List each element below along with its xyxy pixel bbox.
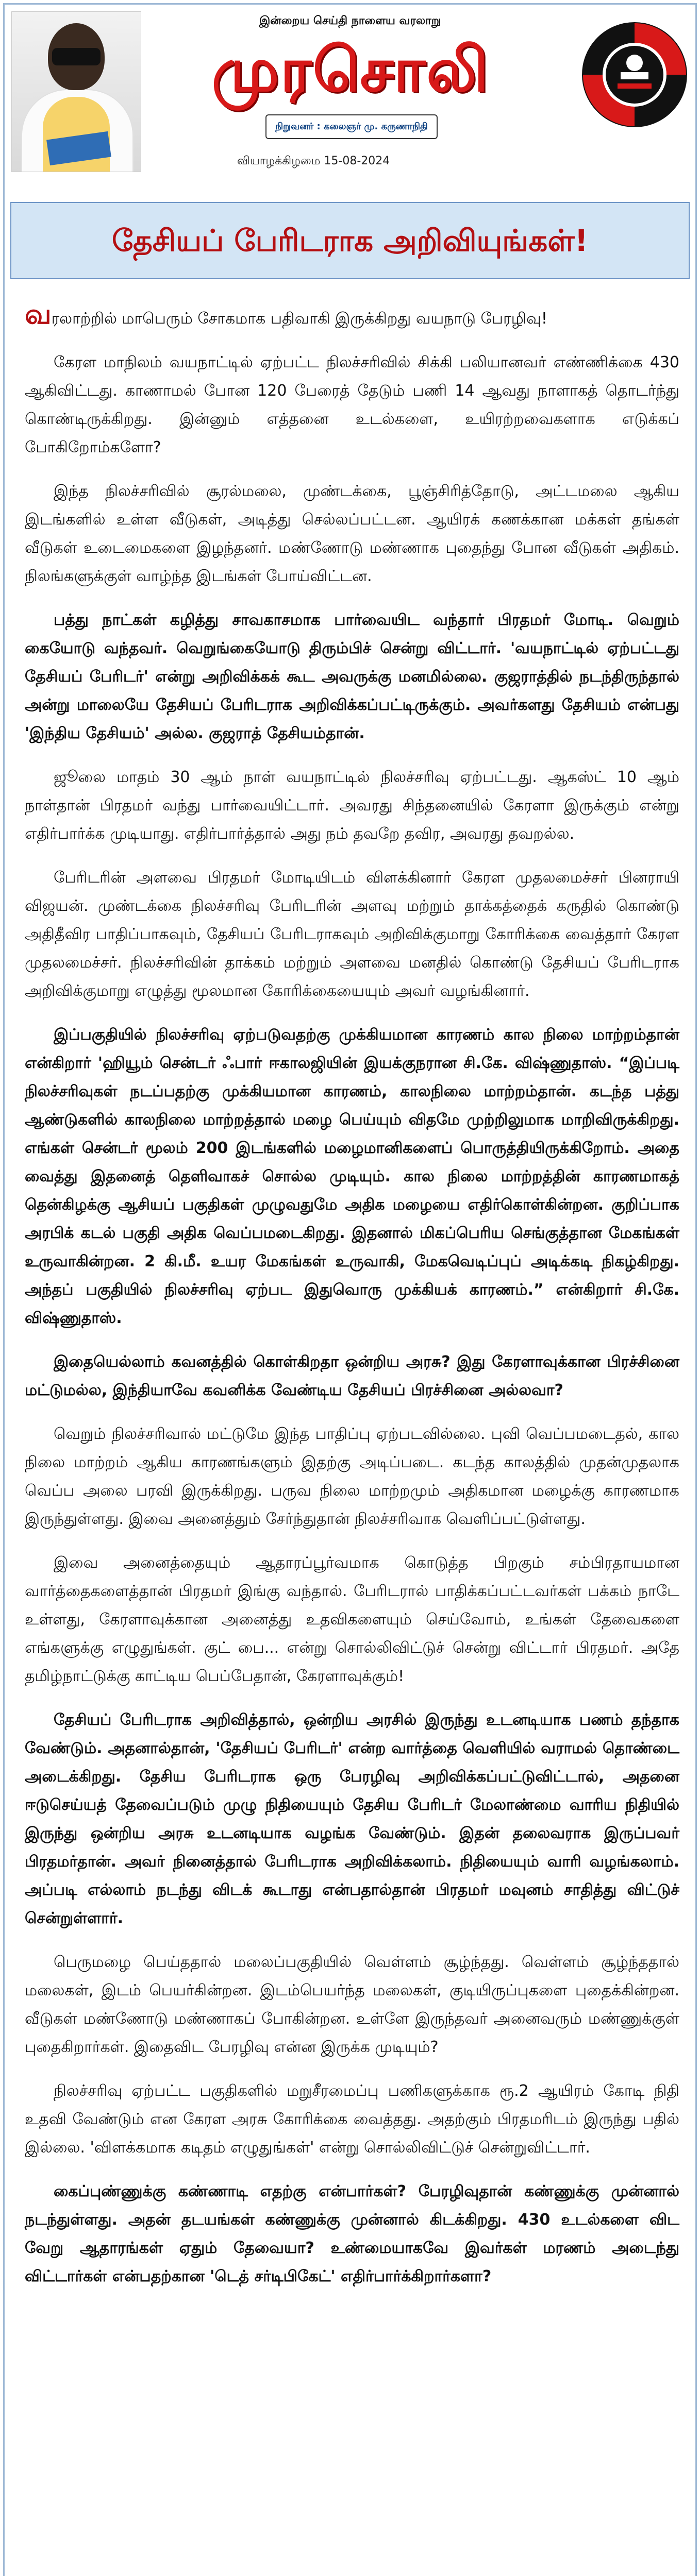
party-emblem-icon xyxy=(580,21,689,129)
paragraph-9: வெறும் நிலச்சரிவால் மட்டுமே இந்த பாதிப்பு ஏற்படவில்லை. புவி வெப்பமடைதல், கால நிலை மாற்றம் ஆகிய காரணங்களும் இதற்கு அடிப்படை. கடந்த காலத்தில் முதன்முதலாக வெப்ப அலை பரவி இருக்கிறது. பருவ நிலை மாற்றமும் அதிகமான மழைக்கு காரணமாக இருந்துள்ளது. இவை அனைத்தும் சேர்ந்துதான் நிலச்சரிவாக வெளிப்பட்டுள்ளது. xyxy=(25,1425,679,1528)
article-body xyxy=(25,298,679,2306)
paragraph-11: தேசியப் பேரிடராக அறிவித்தால், ஒன்றிய அரசில் இருந்து உடனடியாக பணம் தந்தாக வேண்டும். அதனால்தான், 'தேசியப் பேரிடர்' என்ற வார்த்தை வெளியில் வராமல் தொண்டை அடைக்கிறது. தேசிய பேரிடராக ஒரு பேரழிவு அறிவிக்கப்பட்டுவிட்டால், அதனை ஈடுசெய்யத் தேவைப்படும் முழு நிதியையும் தேசிய பேரிடர் மேலாண்மை வாரிய நிதியில் இருந்து ஒன்றிய அரசு உடனடியாக வழங்க வேண்டும். இதன் தலைவராக இருப்பவர் பிரதமர்தான். அவர் நினைத்தால் பேரிடராக அறிவிக்கலாம். நிதியையும் வாரி வழங்கலாம். அப்படி எல்லாம் நடந்து விடக் கூடாது என்பதால்தான் பிரதமர் மவுனம் சாதித்து விட்டுச் சென்றுள்ளார். xyxy=(25,1711,679,1927)
drop-cap: வ xyxy=(25,298,52,330)
founder-label: நிறுவனர் : கலைஞர் மு. கருணாநிதி xyxy=(265,114,438,139)
paragraph-text: ரலாற்றில் மாபெரும் சோகமாக பதிவாகி இருக்கிறது வயநாடு பேரழிவு! xyxy=(51,310,547,328)
publication-date: வியாழக்கிழமை 15-08-2024 xyxy=(237,155,390,167)
newspaper-logo xyxy=(170,31,531,108)
paragraph-13: நிலச்சரிவு ஏற்பட்ட பகுதிகளில் மறுசீரமைப்பு பணிகளுக்காக ரூ.2 ஆயிரம் கோடி நிதி உதவி வேண்டும் என கேரள அரசு கோரிக்கை வைத்தது. அதற்கும் பிரதமரிடம் இருந்து பதில் இல்லை. 'விளக்கமாக கடிதம் எழுதுங்கள்' என்று சொல்லிவிட்டுச் சென்றுவிட்டார். xyxy=(25,2082,679,2157)
paragraph-5: ஜூலை மாதம் 30 ஆம் நாள் வயநாட்டில் நிலச்சரிவு ஏற்பட்டது. ஆகஸ்ட் 10 ஆம் நாள்தான் பிரதமர் வந்து பார்வையிட்டார். அவரது சிந்தனையில் கேரளா இருக்கும் என்று எதிர்பார்க்க முடியாது. எதிர்பார்த்தால் அது நம் தவறே தவிர, அவரது தவறல்ல. xyxy=(25,768,679,843)
headline: தேசியப் பேரிடராக அறிவியுங்கள்! xyxy=(10,202,690,279)
paragraph-8: இதையெல்லாம் கவனத்தில் கொள்கிறதா ஒன்றிய அரசு? இது கேரளாவுக்கான பிரச்சினை மட்டுமல்ல, இந்தியாவே கவனிக்க வேண்டிய தேசியப் பிரச்சினை அல்லவா? xyxy=(25,1353,679,1399)
masthead xyxy=(0,0,700,185)
logo-text: முரசொலி xyxy=(211,34,490,105)
paragraph-7: இப்பகுதியில் நிலச்சரிவு ஏற்படுவதற்கு முக்கியமான காரணம் கால நிலை மாற்றம்தான் என்கிறார் 'ஹியூம் சென்டர் ஃபார் ஈகாலஜியின் இயக்குநரான சி.கே. விஷ்ணுதாஸ். “இப்படி நிலச்சரிவுகள் நடப்பதற்கு முக்கியமான காரணம், காலநிலை மாற்றம்தான். கடந்த பத்து ஆண்டுகளில் காலநிலை மாற்றத்தால் மழை பெய்யும் விதமே முற்றிலுமாக மாறிவிருக்கிறது. எங்கள் சென்டர் மூலம் 200 இடங்களில் மழைமானிகளைப் பொருத்தியிருக்கிறோம். அதை வைத்து இதனைத் தெளிவாகச் சொல்ல முடியும். கால நிலை மாற்றத்தின் காரணமாகத் தென்கிழக்கு ஆசியப் பகுதிகள் முழுவதுமே அதிக மழையை எதிர்கொள்கின்றன. குறிப்பாக அரபிக் கடல் பகுதி அதிக வெப்பமடைகிறது. இதனால் மிகப்பெரிய செங்குத்தான மேகங்கள் உருவாகின்றன. 2 கி.மீ. உயர மேகங்கள் உருவாகி, மேகவெடிப்புப் அடிக்கடி நிகழ்கிறது. அந்தப் பகுதியில் நிலச்சரிவு ஏற்பட இதுவொரு முக்கியக் காரணம்.” என்கிறார் சி.கே. விஷ்ணுதாஸ். xyxy=(25,1026,679,1327)
paragraph-2: கேரள மாநிலம் வயநாட்டில் ஏற்பட்ட நிலச்சரிவில் சிக்கி பலியானவர் எண்ணிக்கை 430 ஆகிவிட்டது. காணாமல் போன 120 பேரைத் தேடும் பணி 14 ஆவது நாளாகத் தொடர்ந்து கொண்டிருக்கிறது. இன்னும் எத்தனை உடல்களை, உயிரற்றவைகளாக எடுக்கப் போகிறோம்களோ? xyxy=(25,353,679,456)
paragraph-3: இந்த நிலச்சரிவில் சூரல்மலை, முண்டக்கை, பூஞ்சிரித்தோடு, அட்டமலை ஆகிய இடங்களில் உள்ள வீடுகள், அடித்து செல்லப்பட்டன. ஆயிரக் கணக்கான மக்கள் தங்கள் வீடுகள் உடைமைகளை இழந்தனர். மண்ணோடு மண்ணாக புதைந்து போன வீடுகள் அதிகம். நிலங்களுக்குள் வாழ்ந்த இடங்கள் போய்விட்டன. xyxy=(25,482,679,585)
paragraph-14: கைப்புண்ணுக்கு கண்ணாடி எதற்கு என்பார்கள்? பேரழிவுதான் கண்ணுக்கு முன்னால் நடந்துள்ளது. அதன் தடயங்கள் கண்ணுக்கு முன்னால் கிடக்கிறது. 430 உடல்களை விட வேறு ஆதாரங்கள் ஏதும் தேவையா? உண்மையாகவே இவர்கள் மரணம் அடைந்து விட்டார்கள் என்பதற்கான 'டெத் சர்டிபிகேட்' எதிர்பார்க்கிறார்களா? xyxy=(25,2182,679,2285)
paragraph-1 xyxy=(25,298,679,333)
tagline: இன்றைய செய்தி நாளைய வரலாறு xyxy=(259,14,441,27)
paragraph-6: பேரிடரின் அளவை பிரதமர் மோடியிடம் விளக்கினார் கேரள முதலமைச்சர் பினராயி விஜயன். முண்டக்கை நிலச்சரிவு பேரிடரின் அளவு மற்றும் தாக்கத்தைக் கருதில் கொண்டு அதிதீவிர பாதிப்பாகவும், தேசியப் பேரிடராகவும் அறிவிக்குமாறு கோரிக்கை வைத்தார் கேரள முதலமைச்சர். நிலச்சரிவின் தாக்கம் மற்றும் அளவை மனதில் கொண்டு தேசியப் பேரிடராக அறிவிக்குமாறு எழுத்து மூலமான கோரிக்கையையும் அவர் வழங்கினார். xyxy=(25,869,679,1000)
paragraph-4: பத்து நாட்கள் கழித்து சாவகாசமாக பார்வையிட வந்தார் பிரதமர் மோடி. வெறும் கையோடு வந்தவர். வெறுங்கையோடு திரும்பிச் சென்று விட்டார். 'வயநாட்டில் ஏற்பட்டது தேசியப் பேரிடர்' என்று அறிவிக்கக் கூட அவருக்கு மனமில்லை. குஜராத்தில் நடந்திருந்தால் அன்று மாலையே தேசியப் பேரிடராக அறிவிக்கப்பட்டிருக்கும். அவர்களது தேசியம் என்பது 'இந்திய தேசியம்' அல்ல. குஜராத் தேசியம்தான். xyxy=(25,611,679,742)
paragraph-12: பெருமழை பெய்ததால் மலைப்பகுதியில் வெள்ளம் சூழ்ந்தது. வெள்ளம் சூழ்ந்ததால் மலைகள், இடம் பெயர்கின்றன. இடம்பெயர்ந்த மலைகள், குடியிருப்புகளை புதைக்கின்றன. வீடுகள் மண்ணோடு மண்ணாகப் போகின்றன. உள்ளே இருந்தவர் அனைவரும் மண்ணுக்குள் புதைகிறார்கள். இதைவிட பேரழிவு என்ன இருக்க முடியும்? xyxy=(25,1953,679,2056)
portrait-glasses xyxy=(52,48,101,65)
paragraph-10: இவை அனைத்தையும் ஆதாரப்பூர்வமாக கொடுத்த பிறகும் சம்பிரதாயமான வார்த்தைகளைத்தான் பிரதமர் இங்கு வந்தால். பேரிடரால் பாதிக்கப்பட்டவர்கள் பக்கம் நாடே உள்ளது, கேரளாவுக்கான அனைத்து உதவிகளையும் செய்வோம், உங்கள் தேவைகளை எங்களுக்கு எழுதுங்கள். குட் பை... என்று சொல்லிவிட்டுச் சென்று விட்டார் பிரதமர். அதே தமிழ்நாட்டுக்கு காட்டிய பெப்பேதான், கேரளாவுக்கும்! xyxy=(25,1554,679,1685)
founder-portrait xyxy=(11,11,141,172)
